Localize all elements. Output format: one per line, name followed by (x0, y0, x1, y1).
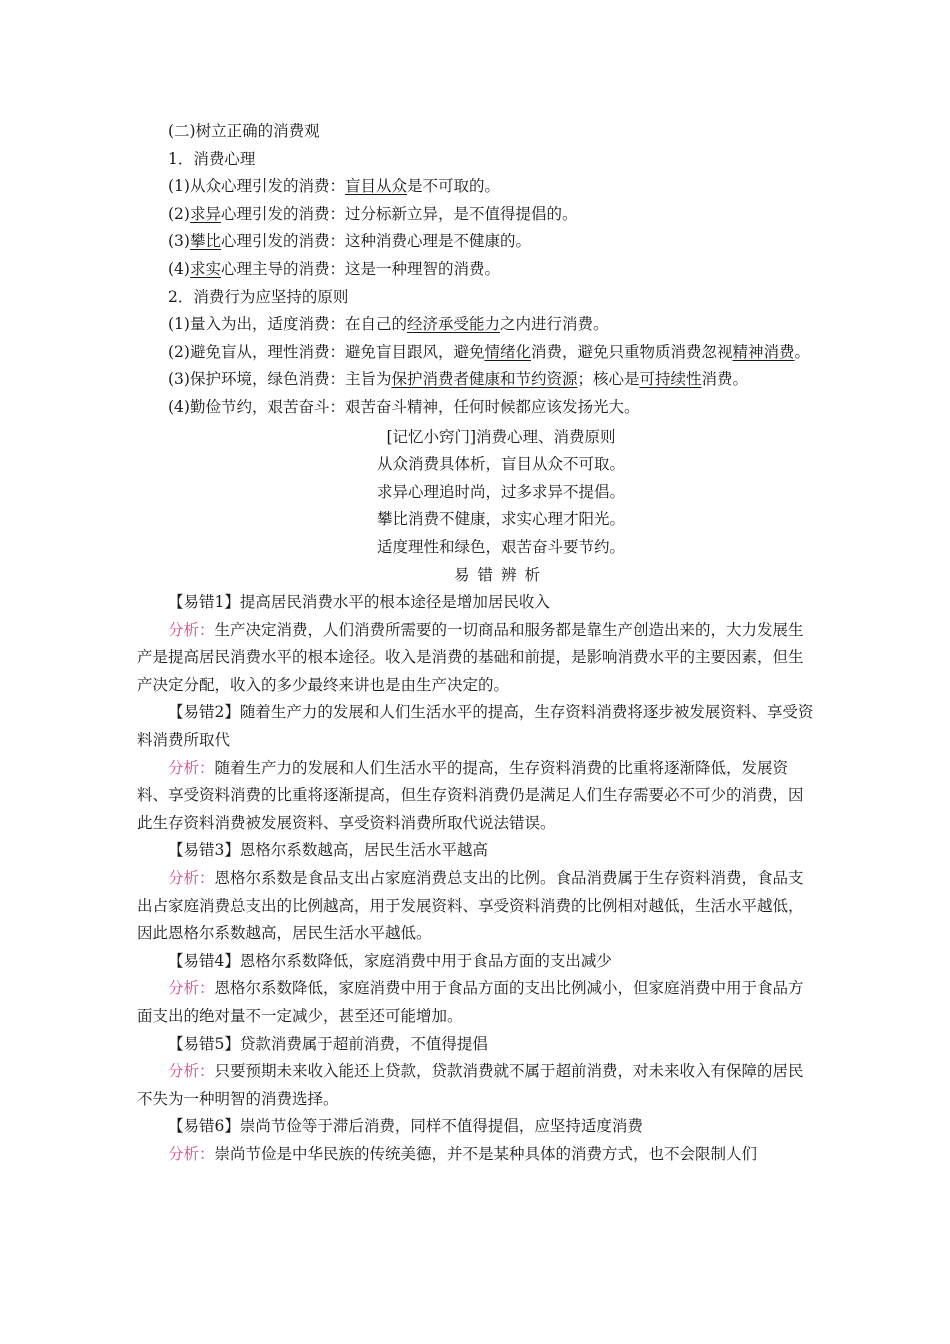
analysis-label: 分析： (168, 1062, 215, 1081)
psych-item-3: (3)攀比心理引发的消费：这种消费心理是不健康的。 (168, 232, 531, 251)
memory-tip-line: 从众消费具体析，盲目从众不可取。 (376, 455, 625, 474)
error-analysis: 分析：随着生产力的发展和人们生活水平的提高，生存资料消费的比重将逐渐降低，发展资料、享受资料消费的比重将逐渐提高，但生存资料消费仍是满足人们生存需要必不可少的消费，因此生存资料消费被发展资料、享受资料消费所取代说法错误。 (137, 758, 804, 832)
memory-tip-title: [记忆小窍门]消费心理、消费原则 (386, 427, 616, 446)
analysis-label: 分析： (168, 869, 215, 888)
error-question: 【易错4】恩格尔系数降低，家庭消费中用于食品方面的支出减少 (168, 951, 612, 970)
section-title: (二)树立正确的消费观 (168, 122, 320, 140)
psych-item-4: (4)求实心理主导的消费：这是一种理智的消费。 (168, 259, 500, 278)
error-item-3 (137, 837, 817, 947)
error-item-5 (137, 1031, 817, 1114)
error-question: 【易错3】恩格尔系数越高，居民生活水平越高 (168, 841, 488, 860)
memory-tip (137, 424, 817, 562)
error-analysis: 分析：崇尚节俭是中华民族的传统美德，并不是某种具体的消费方式，也不会限制人们 (168, 1144, 758, 1163)
error-analysis: 分析：生产决定消费，人们消费所需要的一切商品和服务都是靠生产创造出来的，大力发展生产是提高居民消费水平的根本途径。收入是消费的基础和前提，是影响消费水平的主要因素，但生产决定分配，收入的多少最终来讲也是由生产决定的。 (137, 620, 804, 694)
memory-tip-line: 适度理性和绿色，艰苦奋斗要节约。 (376, 537, 625, 556)
error-question: 【易错2】随着生产力的发展和人们生活水平的提高，生存资料消费将逐步被发展资料、享受资料消费所取代 (137, 703, 814, 750)
heading-consumer-psychology: 1．消费心理 (168, 149, 256, 168)
principle-2: (2)避免盲从，理性消费：避免盲目跟风，避免情绪化消费，避免只重物质消费忽视精神消费。 (168, 342, 811, 361)
analysis-label: 分析： (168, 1144, 215, 1163)
memory-tip-line: 攀比消费不健康，求实心理才阳光。 (376, 510, 625, 529)
error-item-4 (137, 948, 817, 1031)
heading-principles: 2．消费行为应坚持的原则 (168, 287, 349, 306)
error-analysis: 分析：只要预期未来收入能还上贷款，贷款消费就不属于超前消费，对未来收入有保障的居民不失为一种明智的消费选择。 (137, 1062, 804, 1108)
principle-4: (4)勤俭节约，艰苦奋斗：艰苦奋斗精神，任何时候都应该发扬光大。 (168, 397, 640, 416)
errors-section-title: 易错辨析 (453, 565, 548, 584)
principle-3: (3)保护环境，绿色消费：主旨为保护消费者健康和节约资源；核心是可持续性消费。 (168, 370, 749, 389)
error-question: 【易错6】崇尚节俭等于滞后消费，同样不值得提倡，应坚持适度消费 (168, 1117, 643, 1136)
error-item-2 (137, 699, 817, 837)
analysis-label: 分析： (168, 620, 215, 639)
analysis-label: 分析： (168, 758, 215, 777)
document-page (137, 118, 817, 1169)
error-analysis: 分析：恩格尔系数是食品支出占家庭消费总支出的比例。食品消费属于生存资料消费，食品支出占家庭消费总支出的比例越高，用于发展资料、享受资料消费的比例相对越低，生活水平越低，因此恩格尔系数越高，居民生活水平越低。 (137, 869, 804, 943)
error-analysis: 分析：恩格尔系数降低，家庭消费中用于食品方面的支出比例减小，但家庭消费中用于食品方面支出的绝对量不一定减少，甚至还可能增加。 (137, 979, 804, 1025)
error-item-6 (137, 1113, 817, 1168)
error-question: 【易错1】提高居民消费水平的根本途径是增加居民收入 (168, 593, 550, 612)
analysis-label: 分析： (168, 979, 215, 998)
error-item-1 (137, 589, 817, 699)
memory-tip-line: 求异心理追时尚，过多求异不提倡。 (376, 482, 625, 501)
principle-1: (1)量入为出，适度消费：在自己的经济承受能力之内进行消费。 (168, 315, 609, 334)
psych-item-1: (1)从众心理引发的消费：盲目从众是不可取的。 (168, 177, 500, 196)
psych-item-2: (2)求异心理引发的消费：过分标新立异，是不值得提倡的。 (168, 204, 578, 223)
error-question: 【易错5】贷款消费属于超前消费，不值得提倡 (168, 1034, 488, 1053)
